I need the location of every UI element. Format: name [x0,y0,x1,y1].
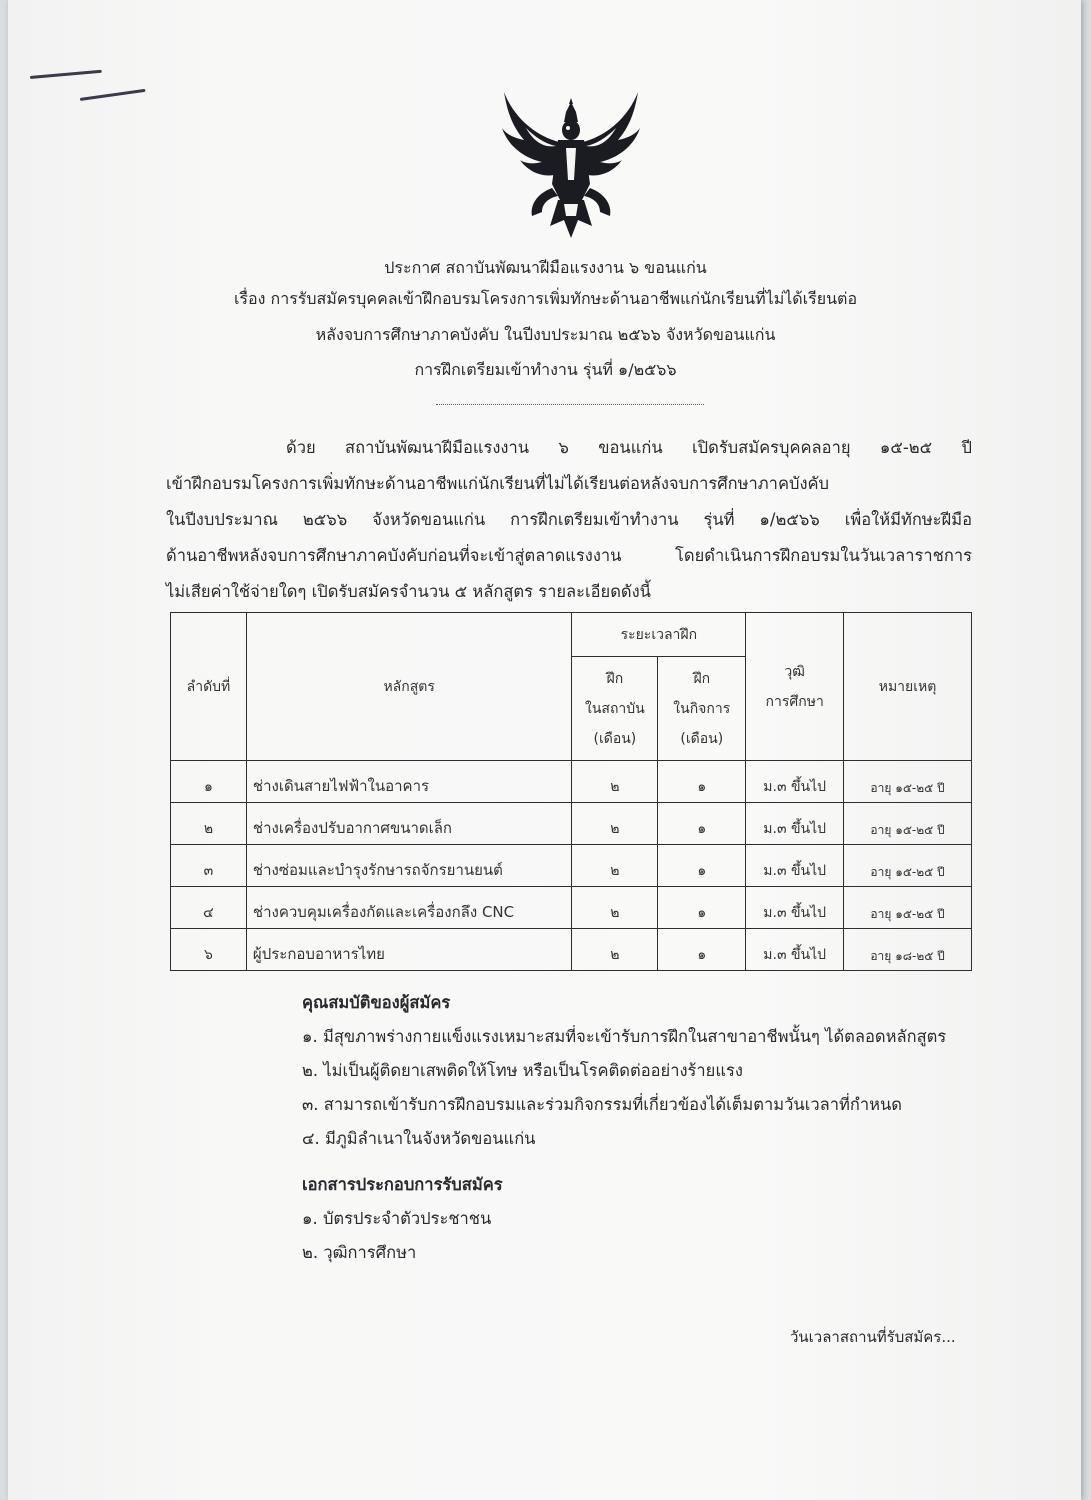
header-duration: ระยะเวลาฝึก [572,613,746,657]
intro-line: ในปีงบประมาณ ๒๕๖๖ จังหวัดขอนแก่น การฝึกเตรียมเข้าทำงาน รุ่นที่ ๑/๒๕๖๖ เพื่อให้มีทักษะฝีมือ [166,510,972,529]
table-row [171,761,972,803]
pen-mark [30,70,102,79]
header-company-line: ฝึก [693,670,711,687]
header-inst-line: ในสถาบัน [585,700,645,717]
row-education: ม.๓ ขึ้นไป [746,887,844,929]
header-education-line: วุฒิ [784,663,805,680]
row-inst-months: ๒ [572,761,658,803]
row-education: ม.๓ ขึ้นไป [746,929,844,971]
row-education: ม.๓ ขึ้นไป [746,803,844,845]
qualifications-section [302,986,946,1156]
row-note: อายุ ๑๘-๒๕ ปี [844,929,972,971]
header-course: หลักสูตร [246,613,572,761]
row-education: ม.๓ ขึ้นไป [746,761,844,803]
qualification-item: ๔. มีภูมิลำเนาในจังหวัดขอนแก่น [302,1129,536,1148]
qualification-item: ๒. ไม่เป็นผู้ติดยาเสพติดให้โทษ หรือเป็นโรคติดต่ออย่างร้ายแรง [302,1061,743,1080]
row-number: ๔ [171,887,247,929]
continued-note: วันเวลาสถานที่รับสมัคร... [790,1328,956,1346]
row-company-months: ๑ [658,845,746,887]
header-inst-months [572,657,658,761]
intro-line: ด้วย สถาบันพัฒนาฝีมือแรงงาน ๖ ขอนแก่น เปิดรับสมัครบุคคลอายุ ๑๕-๒๕ ปี [286,438,972,457]
row-education: ม.๓ ขึ้นไป [746,845,844,887]
row-note: อายุ ๑๕-๒๕ ปี [844,887,972,929]
row-note: อายุ ๑๕-๒๕ ปี [844,761,972,803]
intro-paragraph [166,430,972,610]
intro-line: ด้านอาชีพหลังจบการศึกษาภาคบังคับก่อนที่จะเข้าสู่ตลาดแรงงาน โดยดำเนินการฝึกอบรมในวันเวลาราชการ [166,546,972,565]
row-course: ช่างควบคุมเครื่องกัดและเครื่องกลึง CNC [246,887,572,929]
header-company-months [658,657,746,761]
row-inst-months: ๒ [572,803,658,845]
document-item: ๑. บัตรประจำตัวประชาชน [302,1209,492,1228]
announcement-title: ประกาศ สถาบันพัฒนาฝีมือแรงงาน ๖ ขอนแก่น [384,258,707,277]
row-company-months: ๑ [658,803,746,845]
garuda-emblem-icon [496,88,646,243]
table-row [171,803,972,845]
row-course: ผู้ประกอบอาหารไทย [246,929,572,971]
qualification-item: ๓. สามารถเข้ารับการฝึกอบรมและร่วมกิจกรรมที่เกี่ยวข้องได้เต็มตามวันเวลาที่กำหนด [302,1095,902,1114]
row-number: ๒ [171,803,247,845]
document-item: ๒. วุฒิการศึกษา [302,1243,417,1262]
header-inst-line: (เดือน) [593,730,637,747]
row-number: ๑ [171,761,247,803]
announcement-subject: เรื่อง การรับสมัครบุคคลเข้าฝึกอบรมโครงการเพิ่มทักษะด้านอาชีพแก่นักเรียนที่ไม่ได้เรียนต่อ [233,289,858,308]
row-note: อายุ ๑๕-๒๕ ปี [844,803,972,845]
row-course: ช่างเดินสายไฟฟ้าในอาคาร [246,761,572,803]
table-row [171,887,972,929]
row-course: ช่างเครื่องปรับอากาศขนาดเล็ก [246,803,572,845]
courses-table [170,612,972,971]
announcement-batch: การฝึกเตรียมเข้าทำงาน รุ่นที่ ๑/๒๕๖๖ [414,360,677,379]
documents-section [302,1168,503,1270]
row-company-months: ๑ [658,761,746,803]
header-company-line: ในกิจการ [673,700,731,717]
row-note: อายุ ๑๕-๒๕ ปี [844,845,972,887]
row-course: ช่างซ่อมและบำรุงรักษารถจักรยานยนต์ [246,845,572,887]
dotted-divider [436,404,704,405]
intro-line: ไม่เสียค่าใช้จ่ายใดๆ เปิดรับสมัครจำนวน ๕ หลักสูตร รายละเอียดดังนี้ [166,582,651,601]
header-education [746,613,844,761]
row-inst-months: ๒ [572,845,658,887]
qualifications-heading: คุณสมบัติของผู้สมัคร [302,993,451,1012]
table-row [171,845,972,887]
row-inst-months: ๒ [572,887,658,929]
row-company-months: ๑ [658,887,746,929]
row-number: ๖ [171,929,247,971]
row-inst-months: ๒ [572,929,658,971]
header-note: หมายเหตุ [844,613,972,761]
row-number: ๓ [171,845,247,887]
header-education-line: การศึกษา [765,693,824,710]
header-company-line: (เดือน) [680,730,724,747]
announcement-subject-cont: หลังจบการศึกษาภาคบังคับ ในปีงบประมาณ ๒๕๖๖ จังหวัดขอนแก่น [315,325,776,344]
header-seq: ลำดับที่ [171,613,247,761]
table-row [171,929,972,971]
documents-heading: เอกสารประกอบการรับสมัคร [302,1175,503,1194]
qualification-item: ๑. มีสุขภาพร่างกายแข็งแรงเหมาะสมที่จะเข้ารับการฝึกในสาขาอาชีพนั้นๆ ได้ตลอดหลักสูตร [302,1027,947,1046]
intro-line: เข้าฝึกอบรมโครงการเพิ่มทักษะด้านอาชีพแก่นักเรียนที่ไม่ได้เรียนต่อหลังจบการศึกษาภาคบังคับ [166,474,830,493]
pen-mark [80,89,146,101]
header-inst-line: ฝึก [606,670,624,687]
row-company-months: ๑ [658,929,746,971]
